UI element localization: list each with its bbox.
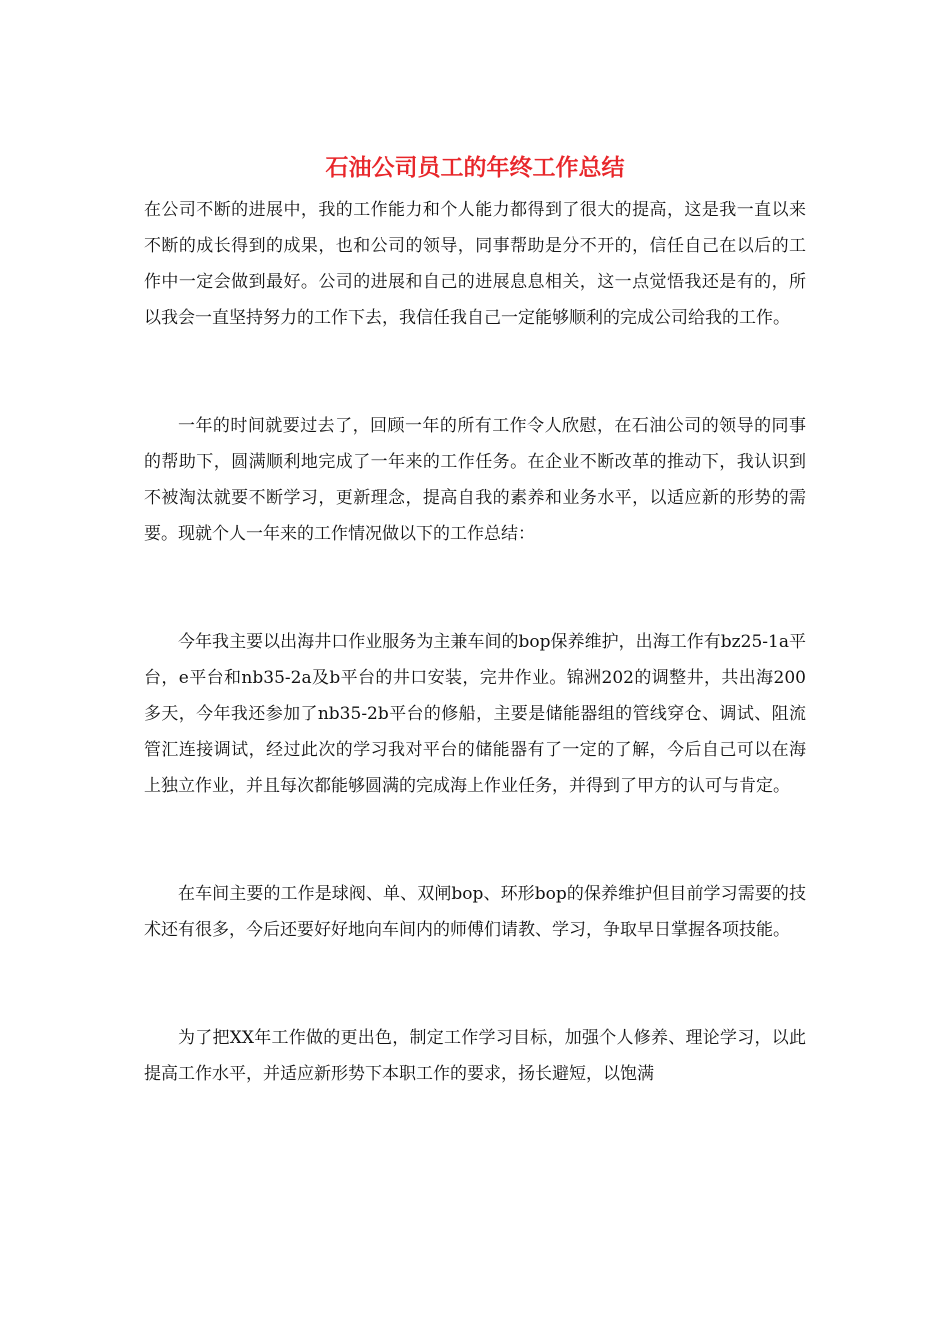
paragraph-gap (144, 552, 806, 624)
paragraph-gap (144, 336, 806, 408)
paragraph-offshore-work: 今年我主要以出海井口作业服务为主兼车间的bop保养维护，出海工作有bz25-1a平台，e平台和nb35-2a及b平台的井口安装，完井作业。锦洲202的调整井，共出海200多天，今年我还参加了nb35-2b平台的修船，主要是储能器组的管线穿仓、调试、阻流管汇连接调试，经过此次的学习我对平台的储能器有了一定的了解，今后自己可以在海上独立作业，并且每次都能够圆满的完成海上作业任务，并得到了甲方的认可与肯定。 (144, 632, 806, 796)
paragraph-overview: 一年的时间就要过去了，回顾一年的所有工作令人欣慰，在石油公司的领导的同事的帮助下，圆满顺利地完成了一年来的工作任务。在企业不断改革的推动下，我认识到不被淘汰就要不断学习，更新理念，提高自我的素养和业务水平，以适应新的形势的需要。现就个人一年来的工作情况做以下的工作总结： (144, 416, 806, 544)
paragraph-intro: 在公司不断的进展中，我的工作能力和个人能力都得到了很大的提高，这是我一直以来不断的成长得到的成果，也和公司的领导，同事帮助是分不开的，信任自己在以后的工作中一定会做到最好。公司的进展和自己的进展息息相关，这一点觉悟我还是有的，所以我会一直坚持努力的工作下去，我信任我自己一定能够顺利的完成公司给我的工作。 (144, 200, 806, 328)
document-title: 石油公司员工的年终工作总结 (325, 155, 625, 181)
paragraph-gap (144, 948, 806, 1020)
paragraph-gap (144, 804, 806, 876)
document-body (144, 192, 806, 1092)
paragraph-next-year-goals: 为了把XX年工作做的更出色，制定工作学习目标，加强个人修养、理论学习，以此提高工作水平，并适应新形势下本职工作的要求，扬长避短，以饱满 (144, 1028, 806, 1084)
paragraph-workshop-work: 在车间主要的工作是球阀、单、双闸bop、环形bop的保养维护但目前学习需要的技术还有很多，今后还要好好地向车间内的师傅们请教、学习，争取早日掌握各项技能。 (144, 884, 806, 940)
